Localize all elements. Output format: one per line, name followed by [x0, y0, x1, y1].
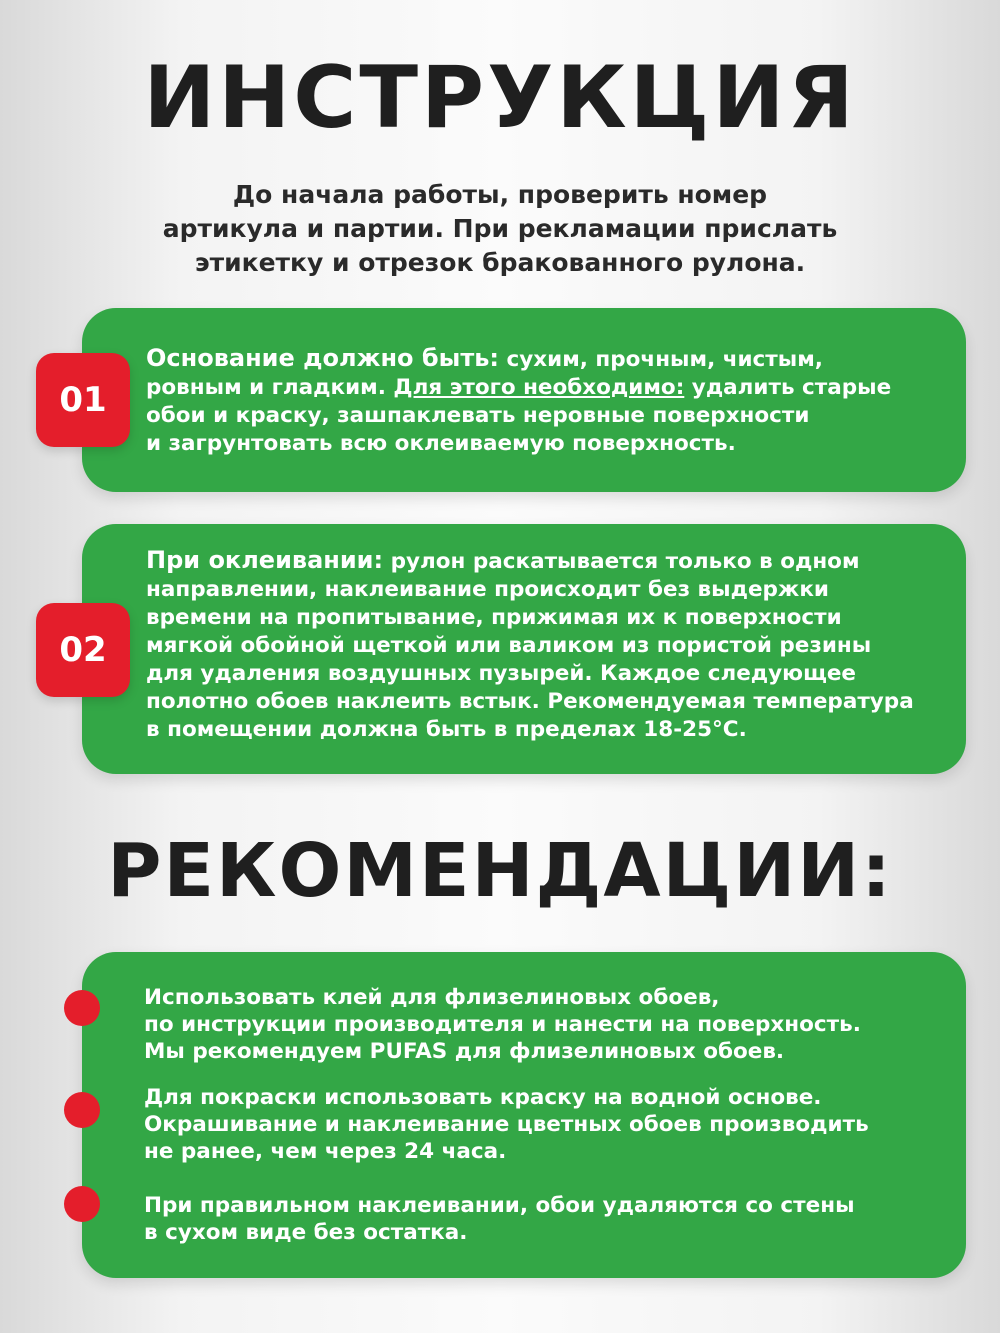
recommendation-item [144, 1192, 936, 1246]
bullet-dot-icon [64, 1092, 100, 1128]
step-number-badge: 01 [36, 353, 130, 447]
step-line: направлении, наклеивание происходит без выдержки [146, 577, 829, 602]
recommendation-line: не ранее, чем через 24 часа. [144, 1139, 507, 1164]
step-number-badge: 02 [36, 603, 130, 697]
intro-text [120, 178, 880, 280]
step-line: и загрунтовать всю оклеиваемую поверхность. [146, 431, 736, 456]
step-line-start: ровным и гладким. [146, 375, 394, 400]
recommendation-line: Окрашивание и наклеивание цветных обоев производить [144, 1112, 869, 1137]
step-line [146, 546, 936, 576]
step-line: мягкой обойной щеткой или валиком из пористой резины [146, 633, 872, 658]
recommendation-line: Использовать клей для флизелиновых обоев, [144, 985, 720, 1010]
intro-line: артикула и партии. При рекламации прислать [162, 214, 838, 243]
step-line: обои и краску, зашпаклевать неровные поверхности [146, 403, 810, 428]
step-line: в помещении должна быть в пределах 18-25°С. [146, 717, 747, 742]
step-line [146, 374, 936, 402]
recommendation-line: Для покраски использовать краску на водной основе. [144, 1085, 822, 1110]
recommendation-line: Мы рекомендуем PUFAS для флизелиновых обоев. [144, 1039, 785, 1064]
recommendation-line: При правильном наклеивании, обои удаляются со стены [144, 1193, 855, 1218]
step-card-01 [82, 308, 966, 492]
recommendation-line: по инструкции производителя и нанести на поверхность. [144, 1012, 861, 1037]
step-line-end: удалить старые [684, 375, 892, 400]
step-line: полотно обоев наклеить встык. Рекомендуемая температура [146, 689, 914, 714]
step-lead: При оклеивании: [146, 546, 384, 574]
recommendation-line: в сухом виде без остатка. [144, 1220, 468, 1245]
recommendations-title: РЕКОМЕНДАЦИИ: [107, 828, 893, 914]
step-underlined-text: Для этого необходимо: [393, 375, 685, 400]
step-line: для удаления воздушных пузырей. Каждое следующее [146, 661, 857, 686]
recommendation-item [144, 984, 936, 1065]
intro-line: этикетку и отрезок бракованного рулона. [194, 248, 806, 277]
recommendation-item [144, 1084, 936, 1165]
step-line [146, 344, 936, 374]
step-text [146, 546, 936, 744]
bullet-dot-icon [64, 1186, 100, 1222]
step-text [146, 344, 936, 458]
intro-line: До начала работы, проверить номер [232, 180, 768, 209]
recommendations-card [82, 952, 966, 1278]
bullet-dot-icon [64, 990, 100, 1026]
step-card-02 [82, 524, 966, 774]
step-line-rest: рулон раскатывается только в одном [383, 549, 860, 574]
page-title: ИНСТРУКЦИЯ [143, 48, 857, 148]
step-line: времени на пропитывание, прижимая их к поверхности [146, 605, 842, 630]
step-line-rest: сухим, прочным, чистым, [499, 347, 823, 372]
step-lead: Основание должно быть: [146, 344, 500, 372]
